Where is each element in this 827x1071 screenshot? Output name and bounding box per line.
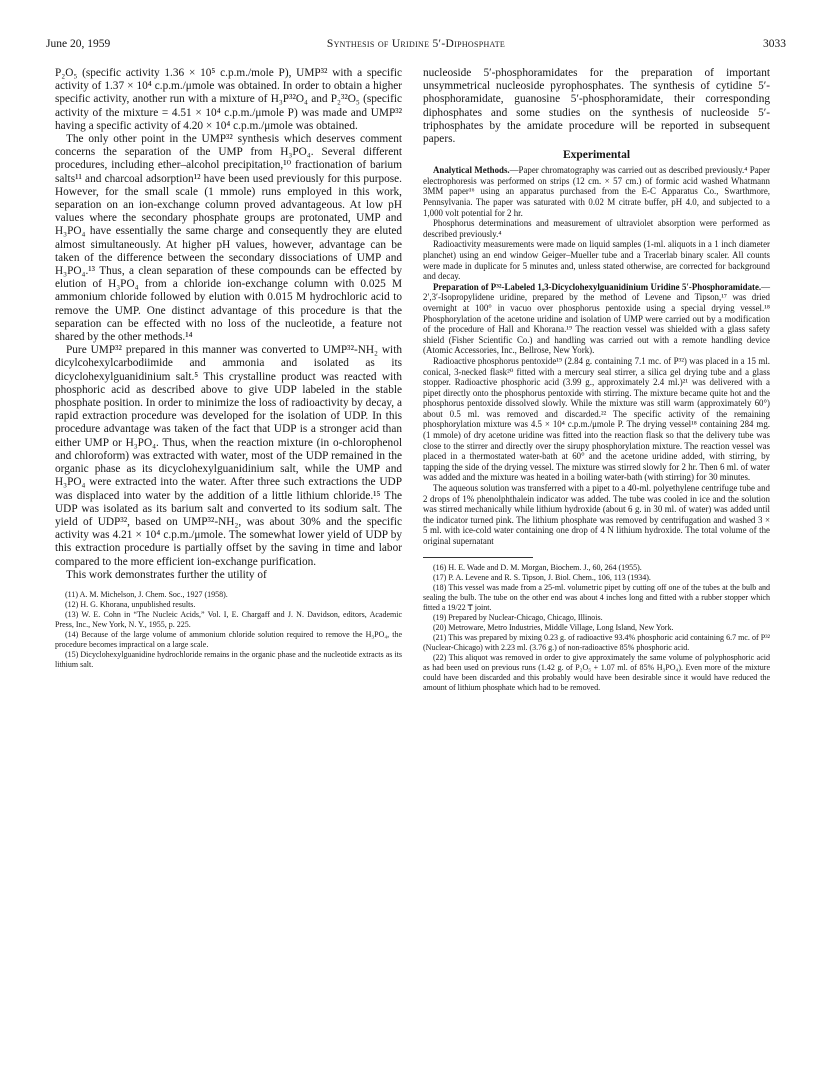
paragraph: Radioactivity measurements were made on liquid samples (1-ml. aliquots in a 1 inch diameter planchet) using an end window Geiger–Mueller tube and a Tracerlab binary scaler. All counts were made in duplicate for 5 minutes and, unless stated otherwise, are corrected for background and decay.	[423, 239, 770, 282]
run-in-heading: Analytical Methods.	[433, 165, 510, 176]
footnote: (17) P. A. Levene and R. S. Tipson, J. Biol. Chem., 106, 113 (1934).	[433, 572, 651, 582]
footnote: (16) H. E. Wade and D. M. Morgan, Biochem. J., 60, 264 (1955).	[433, 562, 642, 572]
right-column	[423, 67, 770, 693]
footnote-rule	[423, 557, 533, 558]
footnote: (14) Because of the large volume of ammonium chloride solution required to remove the H₃PO₄, the procedure becomes impractical on a large scale.	[55, 629, 402, 649]
paragraph: Phosphorus determinations and measurement of ultraviolet absorption were performed as described previously.⁴	[423, 218, 770, 239]
paragraph: Pure UMP³² prepared in this manner was converted to UMP³²-NH₂ with dicylcohexylcarbodiimide and ammonia and isolated as its dicyclohexylguanidinium salt.⁵ This crystalline product was reacted with phosphoric acid as described above to give UDP labeled in the stable phosphate position. In order to minimize the loss of radioactivity by decay, a rapid extraction procedure was developed for the isolation of UDP. In this procedure advantage was taken of the fact that UDP is a stronger acid than either UMP or H₃PO₄. Thus, when the reaction mixture (in o-chlorophenol and chloroform) was extracted with water, most of the UDP remained in the organic phase as its dicyclohexylguanidinium salt, while the UMP and H₃PO₄ were extracted into the water. After three such extractions the UDP was displaced into water by the addition of a little lithium chloride.¹⁵ The UDP was isolated as its barium salt and converted to its sodium salt. The yield of UDP³², based on UMP³²-NH₂, was about 30% and the specific activity was 4.21 × 10⁴ c.p.m./μmole. The somewhat lower yield of UDP by this extraction procedure is partially offset by the saving in time and labor compared to the more efficient ion-exchange purification.	[55, 344, 402, 568]
right-body	[423, 67, 770, 146]
paragraph: Radioactive phosphorus pentoxide¹⁹ (2.84 g. containing 7.1 mc. of P³²) was placed in a 15 ml. conical, 3-necked flask²⁰ fitted with a mercury seal stirrer, a silica gel drying tube and a glass stopper. Radioactive phosphoric acid (3.99 g., approximately 2.4 ml.)²¹ was delivered with a pipet directly onto the phosphorus pentoxide with stirring. The mixture became quite hot and the phosphorus pentoxide dissolved slowly. While the mixture was still warm (approximately 60°) about 0.5 ml. was removed and discarded.²² The specific activity of the remaining phosphorylation mixture was 4.5 × 10⁴ c.p.m./μmole P. The drying vessel¹⁸ containing 284 mg. (1 mmole) of dry acetone uridine was fitted into the reaction flask so that the delivery tube was close to the stirrer and directly over the sirupy phosphorylation mixture. The reaction vessel was placed in a thermostated water-bath at 60° and the acetone uridine added, with stirring, by tapping the side of the drying vessel. The mixture was stirred slowly for 2 hr. Then 6 ml. of water was added and the mixture was heated in a boiling water-bath (with stirring) for 30 minutes.	[423, 355, 770, 483]
page-header	[46, 38, 786, 54]
paragraph: The aqueous solution was transferred with a pipet to a 40-ml. polyethylene centrifuge tube and 2 drops of 1% phenolphthalein indicator was added. The tube was cooled in ice and the solution was stirred mechanically while lithium hydroxide (about 6 g. in 30 ml. of water) was added until the indicator turned pink. The lithium phosphate was removed by centrifugation and washed 3 × 5 ml. with ice-cold water containing one drop of 4 N lithium hydroxide. The total volume of the original supernatant	[423, 483, 770, 546]
left-footnotes	[55, 590, 402, 670]
run-in-heading: Preparation of P³²-Labeled 1,3-Dicyclohexylguanidinium Uridine 5′-Phosphoramidate.	[433, 281, 762, 292]
paragraph-text: —2′,3′-Isopropylidene uridine, prepared by the method of Levene and Tipson,¹⁷ was dried overnight at 100° in vacuo over phosphorus pentoxide using a special drying vessel.¹⁸ Phosphorylation of the acetone uridine and isolation of UMP were carried out by a modification of the procedure of Hall and Khorana.¹⁹ The reaction vessel was shielded with a glass safety shield (Fisher Scientific Co.) and handling was carried out with a remote handling device (Atomic Accessories, Inc., Bellrose, New York).	[423, 281, 770, 356]
footnote: (12) H. G. Khorana, unpublished results.	[65, 599, 196, 609]
section-heading-experimental: Experimental	[562, 149, 631, 162]
left-body	[55, 67, 402, 582]
paragraph: This work demonstrates further the utility of	[66, 568, 267, 581]
footnote: (15) Dicyclohexylguanidine hydrochloride remains in the organic phase and the nucleotide extracts as its lithium salt.	[55, 649, 402, 669]
footnote: (18) This vessel was made from a 25-ml. volumetric pipet by cutting off one of the tubes at the bulb and sealing the bulb. The tube on the other end was about 4 inches long and fitted with a rubber stopper which fitted a 19/22 ₸ joint.	[423, 582, 770, 612]
paragraph-text: —Paper chromatography was carried out as described previously.⁴ Paper electrophoresis was performed on strips (12 cm. × 57 cm.) of formic acid washed Whatmann 3MM paper¹⁶ using an apparatus purchased from the E-C Apparatus Co., Swarthmore, Pennsylvania. The paper was saturated with 0.02 M citrate buffer, pH 4.0, and subjected to a 1,000 volt potential for 2 hr.	[423, 165, 771, 218]
footnote: (11) A. M. Michelson, J. Chem. Soc., 1927 (1958).	[65, 589, 228, 599]
left-column	[55, 67, 402, 670]
running-title: Synthesis of Uridine 5′-Diphosphate	[326, 38, 506, 50]
footnote: (22) This aliquot was removed in order to give approximately the same volume of polyphosphoric acid as had been used on previous runs (1.42 g. of P₂O₅ + 1.07 ml. of 85% H₃PO₄). Even more of the mixture could have been discarded and this probably would have been desirable since it would have reduced the amount of lithium phosphate which had to be removed.	[423, 652, 770, 692]
footnote: (21) This was prepared by mixing 0.23 g. of radioactive 93.4% phosphoric acid containing 6.7 mc. of P³² (Nuclear-Chicago) with 2.23 ml. (3.76 g.) of non-radioactive 85% phosphoric acid.	[423, 632, 770, 652]
paragraph: P₂O₅ (specific activity 1.36 × 10⁵ c.p.m./mole P), UMP³² with a specific activity of 1.37 × 10⁴ c.p.m./μmole was obtained. In order to obtain a higher specific activity, another run with a mixture of H₃P³²O₄ and P₂³²O₅ (specific activity of the mixture = 4.51 × 10⁴ c.p.m./μmole P) was made and UMP³² having a specific activity of 4.20 × 10⁴ c.p.m./μmole was obtained.	[55, 67, 402, 132]
right-footnotes	[423, 563, 770, 693]
page-number: 3033	[763, 38, 786, 50]
paragraph-preparation	[423, 282, 770, 356]
paragraph: The only other point in the UMP³² synthesis which deserves comment concerns the separation of the UMP from H₃PO₄. Several different procedures, including ether–alcohol precipitation,¹⁰ fractionation of barium salts¹¹ and charcoal adsorption¹² have been used previously for this purpose. However, for the small scale (1 mmole) runs employed in this work, separation on an ion-exchange column proved advantageous. At low pH values where the secondary phosphate groups are protonated, UMP and H₃PO₄ have essentially the same charge and consequently they are eluted almost simultaneously. At higher pH values, however, advantage can be taken of the difference between the secondary dissociations of UMP and H₃PO₄.¹³ Thus, a clean separation of these compounds can be effected by elution of H₃PO₄ from a chloride ion-exchange column with 0.025 M ammonium chloride followed by elution with 0.015 M hydrochloric acid to remove the UMP. One distinct advantage of this procedure is that the separation can be effected with no loss of the nucleotide, a feature not shared by the other methods.¹⁴	[55, 133, 402, 344]
paragraph-analytical	[423, 165, 770, 218]
footnote: (13) W. E. Cohn in “The Nucleic Acids,” Vol. I, E. Chargaff and J. N. Davidson, editors, Academic Press, Inc., New York, N. Y., 1955, p. 225.	[55, 609, 402, 629]
header-date: June 20, 1959	[46, 38, 111, 50]
experimental-text	[423, 165, 770, 546]
footnote: (19) Prepared by Nuclear-Chicago, Chicago, Illinois.	[433, 612, 603, 622]
footnote: (20) Metroware, Metro Industries, Middle Village, Long Island, New York.	[433, 622, 674, 632]
paragraph: nucleoside 5′-phosphoramidates for the preparation of important unsymmetrical nucleoside pyrophosphates. The synthesis of cytidine 5′-phosphoramidate, guanosine 5′-phosphoramidate, their corresponding diphosphates and some studies on the synthesis of nucleoside 5′-triphosphates by the amidate procedure will be reported in subsequent papers.	[423, 67, 770, 146]
